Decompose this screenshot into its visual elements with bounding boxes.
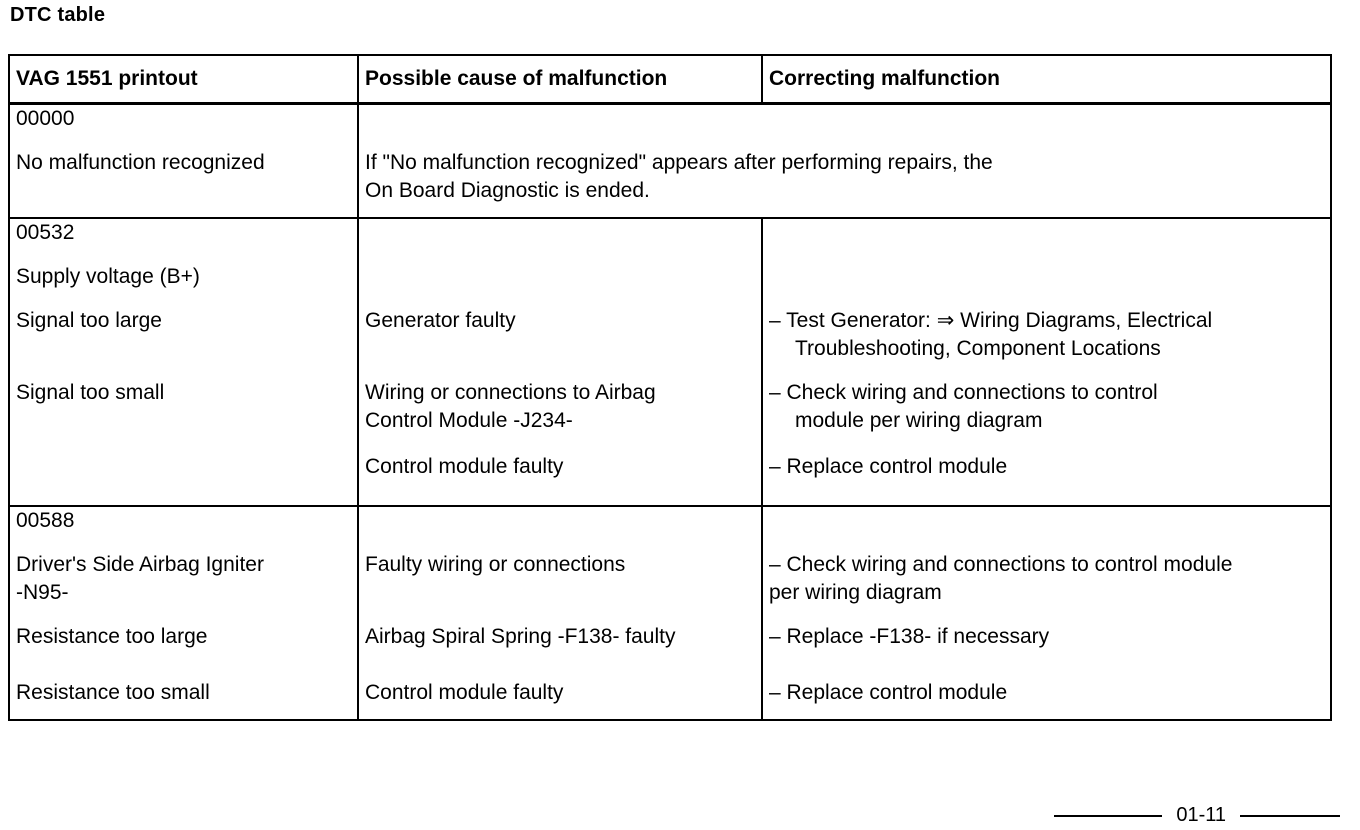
dtc-code: 00532 [16, 220, 75, 244]
dtc-condition: Resistance too small [16, 680, 210, 704]
table-row [9, 218, 1331, 506]
correction-text: – Replace control module [769, 454, 1008, 478]
correction-text: Troubleshooting, Component Locations [795, 336, 1161, 360]
cause-text: Faulty wiring or connections [365, 552, 626, 576]
correction-cell [762, 218, 1331, 506]
correction-text: – Check wiring and connections to control module [769, 552, 1233, 576]
dtc-code: 00000 [16, 107, 75, 130]
dtc-table [8, 54, 1332, 721]
table-row [9, 506, 1331, 720]
correction-text: – Replace -F138- if necessary [769, 624, 1050, 648]
cause-cell [358, 218, 762, 506]
dtc-code: 00588 [16, 508, 75, 532]
note-line: On Board Diagnostic is ended. [365, 179, 650, 202]
printout-cell [9, 218, 358, 506]
dtc-name: Supply voltage (B+) [16, 264, 200, 288]
page-title: DTC table [10, 4, 106, 26]
dtc-name: Driver's Side Airbag Igniter [16, 552, 264, 576]
printout-cell [9, 506, 358, 720]
cause-text: Control Module -J234- [365, 408, 573, 432]
note-line: If "No malfunction recognized" appears after performing repairs, the [365, 151, 993, 174]
correction-text: – Replace control module [769, 680, 1008, 704]
dtc-name: No malfunction recognized [16, 151, 265, 174]
cause-text: Airbag Spiral Spring -F138- faulty [365, 624, 676, 648]
page-number: 01-11 [1176, 804, 1226, 826]
printout-cell [9, 104, 358, 218]
cause-text: Generator faulty [365, 308, 516, 332]
dtc-condition: Signal too small [16, 380, 165, 404]
cause-cell [358, 506, 762, 720]
table-row [9, 104, 1331, 218]
dtc-condition: Resistance too large [16, 624, 208, 648]
cause-text: Control module faulty [365, 680, 564, 704]
footer-rule [1054, 815, 1162, 817]
correction-text: module per wiring diagram [795, 408, 1043, 432]
column-header-printout: VAG 1551 printout [9, 55, 358, 104]
table-header-row [9, 55, 1331, 104]
page-footer [1054, 804, 1340, 827]
column-header-cause: Possible cause of malfunction [358, 55, 762, 104]
column-header-correction: Correcting malfunction [762, 55, 1331, 104]
correction-cell [762, 506, 1331, 720]
dtc-condition: Signal too large [16, 308, 162, 332]
correction-text: – Check wiring and connections to control [769, 380, 1158, 404]
dtc-name: -N95- [16, 580, 69, 604]
cause-text: Control module faulty [365, 454, 564, 478]
footer-rule [1240, 815, 1340, 817]
cause-text: Wiring or connections to Airbag [365, 380, 656, 404]
correction-text: – Test Generator: ⇒ Wiring Diagrams, Electrical [769, 308, 1213, 332]
note-cell [358, 104, 1331, 218]
correction-text: per wiring diagram [769, 580, 942, 604]
